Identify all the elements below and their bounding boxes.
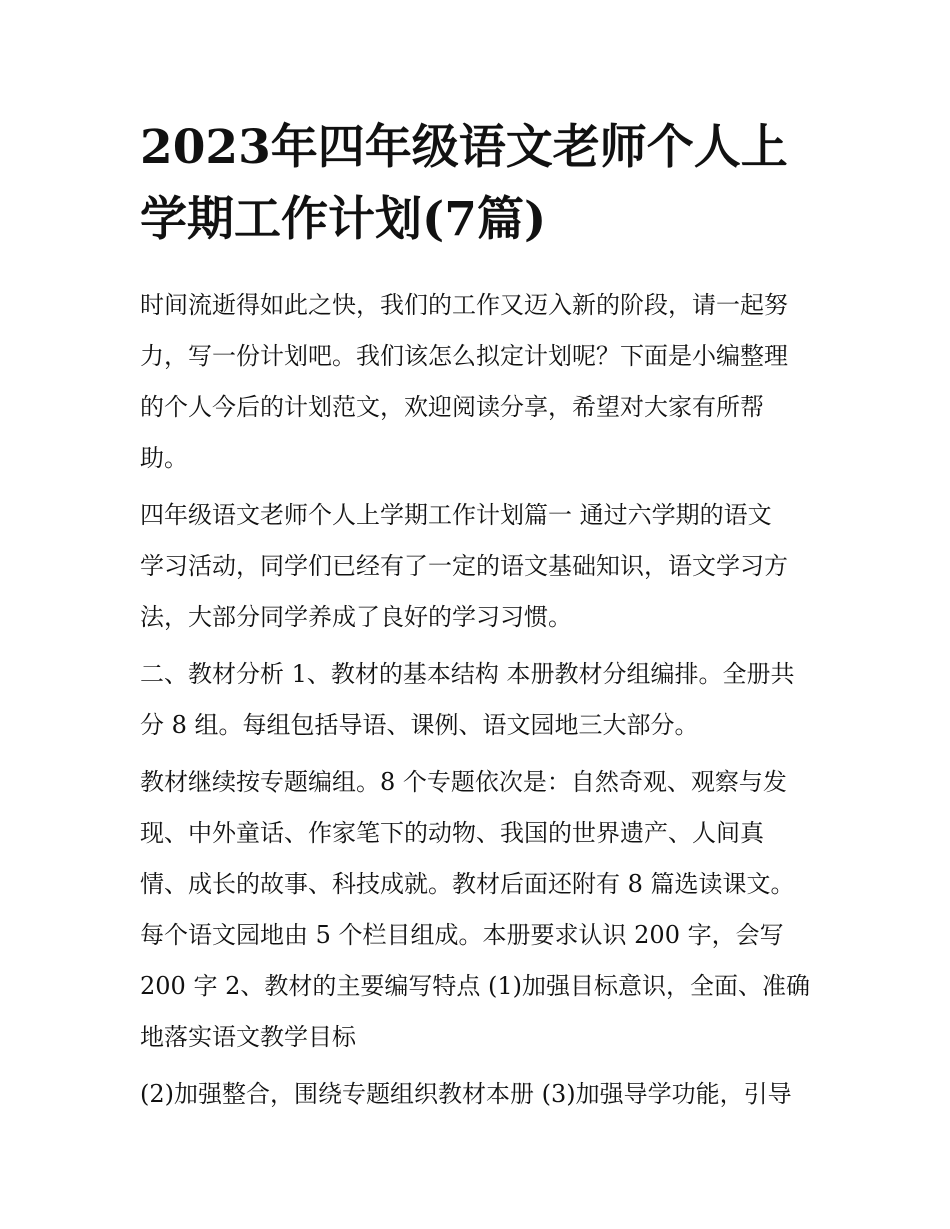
document-body: [140, 280, 820, 1126]
text-line: 200 字 2、教材的主要编写特点 (1)加强目标意识，全面、准确: [140, 972, 810, 1000]
paragraph-features: [140, 1069, 820, 1120]
title-line: 学期工作计划(7篇): [140, 192, 547, 247]
text-line: 助。: [140, 444, 188, 472]
title-line: 2023年四年级语文老师个人上: [140, 120, 788, 175]
paragraph-section-one: [140, 490, 820, 643]
text-line: 地落实语文教学目标: [140, 1023, 356, 1051]
text-line: 教材继续按专题编组。8 个专题依次是：自然奇观、观察与发: [140, 768, 787, 796]
paragraph-intro: [140, 280, 820, 484]
text-line: 的个人今后的计划范文，欢迎阅读分享，希望对大家有所帮: [140, 393, 764, 421]
text-line: 法，大部分同学养成了良好的学习习惯。: [140, 603, 572, 631]
text-line: (2)加强整合，围绕专题组织教材本册 (3)加强导学功能，引导: [140, 1080, 792, 1108]
text-line: 学习活动，同学们已经有了一定的语文基础知识，语文学习方: [140, 552, 788, 580]
text-line: 四年级语文老师个人上学期工作计划篇一 通过六学期的语文: [140, 501, 772, 529]
page-title: [140, 112, 820, 256]
text-line: 力，写一份计划吧。我们该怎么拟定计划呢？下面是小编整理: [140, 342, 788, 370]
text-line: 二、教材分析 1、教材的基本结构 本册教材分组编排。全册共: [140, 660, 795, 688]
text-line: 情、成长的故事、科技成就。教材后面还附有 8 篇选读课文。: [140, 870, 795, 898]
text-line: 每个语文园地由 5 个栏目组成。本册要求认识 200 字，会写: [140, 921, 784, 949]
text-line: 分 8 组。每组包括导语、课例、语文园地三大部分。: [140, 711, 699, 739]
paragraph-topics: [140, 757, 820, 1063]
text-line: 时间流逝得如此之快，我们的工作又迈入新的阶段，请一起努: [140, 291, 788, 319]
paragraph-textbook-analysis: [140, 649, 820, 751]
text-line: 现、中外童话、作家笔下的动物、我国的世界遗产、人间真: [140, 819, 764, 847]
